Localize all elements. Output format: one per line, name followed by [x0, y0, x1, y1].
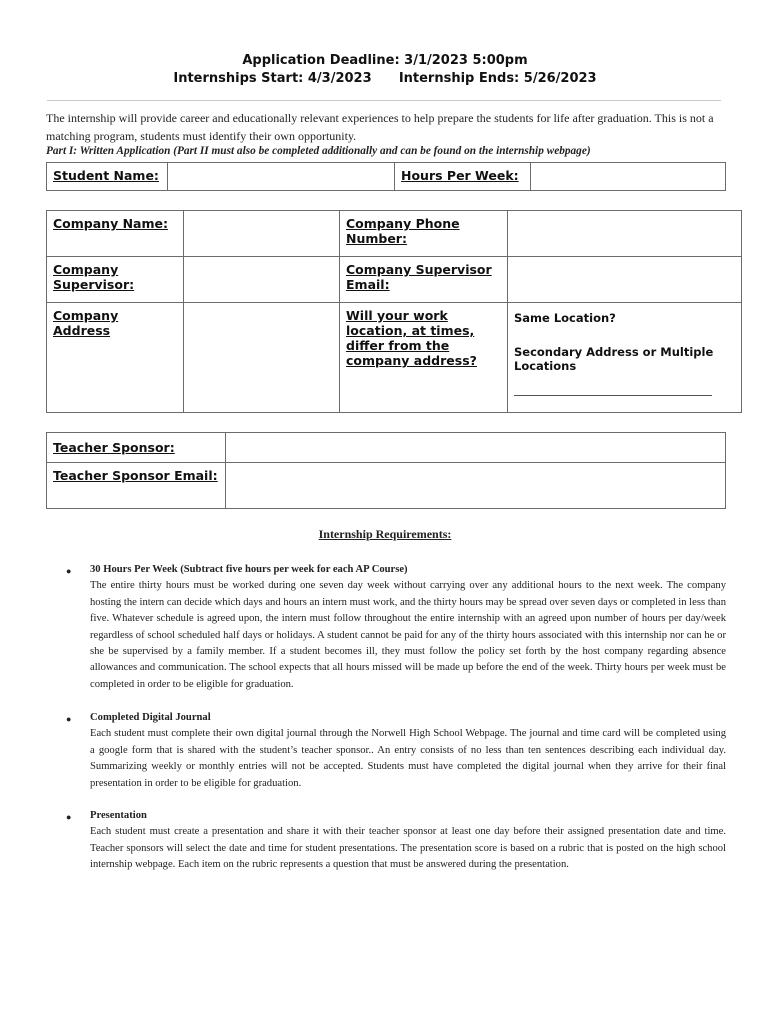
secondary-address-line[interactable]	[514, 395, 712, 396]
teacher-sponsor-email-label-cell	[47, 463, 226, 509]
company-address-field[interactable]	[184, 303, 340, 413]
teacher-sponsor-label: Teacher Sponsor:	[53, 440, 175, 455]
internship-dates	[0, 71, 770, 86]
company-name-label: Company Name:	[53, 216, 168, 231]
teacher-sponsor-email-field[interactable]	[226, 463, 726, 509]
work-location-label-cell	[340, 303, 508, 413]
intro-paragraph: The internship will provide career and educationally relevant experiences to help prepare the students for life after graduation. This is not a matching program, students must identify their own opportunity.	[46, 111, 714, 143]
student-name-label-cell	[47, 163, 168, 191]
supervisor-email-field[interactable]	[508, 257, 742, 303]
student-name-label: Student Name:	[53, 168, 159, 183]
header-divider	[47, 100, 721, 101]
internship-start: Internships Start: 4/3/2023	[173, 71, 372, 86]
requirement-title: Presentation	[90, 810, 147, 821]
requirement-title: Completed Digital Journal	[90, 712, 211, 723]
company-name-label-cell	[47, 211, 184, 257]
bullet-icon: ●	[66, 812, 72, 822]
internship-end: Internship Ends: 5/26/2023	[398, 71, 597, 86]
company-table	[46, 210, 742, 413]
secondary-address-label: Secondary Address or Multiple Locations	[514, 345, 714, 373]
teacher-sponsor-field[interactable]	[226, 433, 726, 463]
requirement-body: Each student must create a presentation and share it with their teacher sponsor at least one day before their assigned presentation date and time. Teacher sponsors will select the date and time for student presentations. The presentation score is based on a rubric that is posted on the high school internship webpage. Each item on the rubric represents a question that must be answered during the presentation.	[90, 826, 726, 871]
company-name-field[interactable]	[184, 211, 340, 257]
company-phone-field[interactable]	[508, 211, 742, 257]
company-supervisor-label: Company Supervisor:	[53, 262, 135, 292]
company-address-label-cell	[47, 303, 184, 413]
application-deadline: Application Deadline: 3/1/2023 5:00pm	[242, 53, 528, 68]
company-supervisor-label-cell	[47, 257, 184, 303]
requirement-body: The entire thirty hours must be worked during one seven day week without carrying over any additional hours to the next week. The company hosting the intern can decide which days and hours an intern must work, and the thirty hours may be spread over seven days or completed in less than five. Whatever schedule is agreed upon, the intern must follow throughout the entire internship with an agreed upon number of hours per day/week regardless of school scheduled half days or holidays. A student cannot be paid for any of the thirty hours associated with this internship nor can he or she be supervised by a family member. If a student becomes ill, they must follow the policy set forth by the host company regarding absence allowances and communication. The school expects that all hours missed will be made up before the end of the week. Thirty hours per week must be completed in order to be eligible for graduation.	[90, 580, 726, 690]
hours-per-week-field[interactable]	[531, 163, 726, 191]
company-supervisor-field[interactable]	[184, 257, 340, 303]
requirement-body: Each student must complete their own digital journal through the Norwell High School Webpage. The journal and time card will be completed using a google form that is shared with the student’s teacher sponsor.. An entry consists of no less than ten sentences describing each individual day. Summarizing weekly or monthly entries will not be accepted. Students must have completed the digital journal when they arrive for their final presentation in order to be eligible for graduation.	[90, 728, 726, 789]
same-location-label: Same Location?	[514, 311, 616, 325]
student-table	[46, 162, 726, 191]
company-phone-label-cell	[340, 211, 508, 257]
hours-per-week-label-cell	[395, 163, 531, 191]
teacher-sponsor-label-cell	[47, 433, 226, 463]
work-location-field[interactable]	[508, 303, 742, 413]
bullet-icon: ●	[66, 714, 72, 724]
company-address-label: Company Address	[53, 308, 119, 338]
requirement-title: 30 Hours Per Week (Subtract five hours per week for each AP Course)	[90, 564, 408, 575]
part-one-heading: Part I: Written Application (Part II must also be completed additionally and can be found on the internship webpage)	[46, 145, 591, 157]
hours-per-week-label: Hours Per Week:	[401, 168, 519, 183]
bullet-icon: ●	[66, 566, 72, 576]
work-location-question: Will your work location, at times, differ from the company address?	[346, 308, 477, 368]
student-name-field[interactable]	[168, 163, 395, 191]
teacher-table	[46, 432, 726, 509]
supervisor-email-label: Company Supervisor Email:	[346, 262, 492, 292]
company-phone-label: Company Phone Number:	[346, 216, 460, 246]
supervisor-email-label-cell	[340, 257, 508, 303]
requirements-heading: Internship Requirements:	[318, 527, 452, 541]
teacher-sponsor-email-label: Teacher Sponsor Email:	[53, 468, 218, 483]
